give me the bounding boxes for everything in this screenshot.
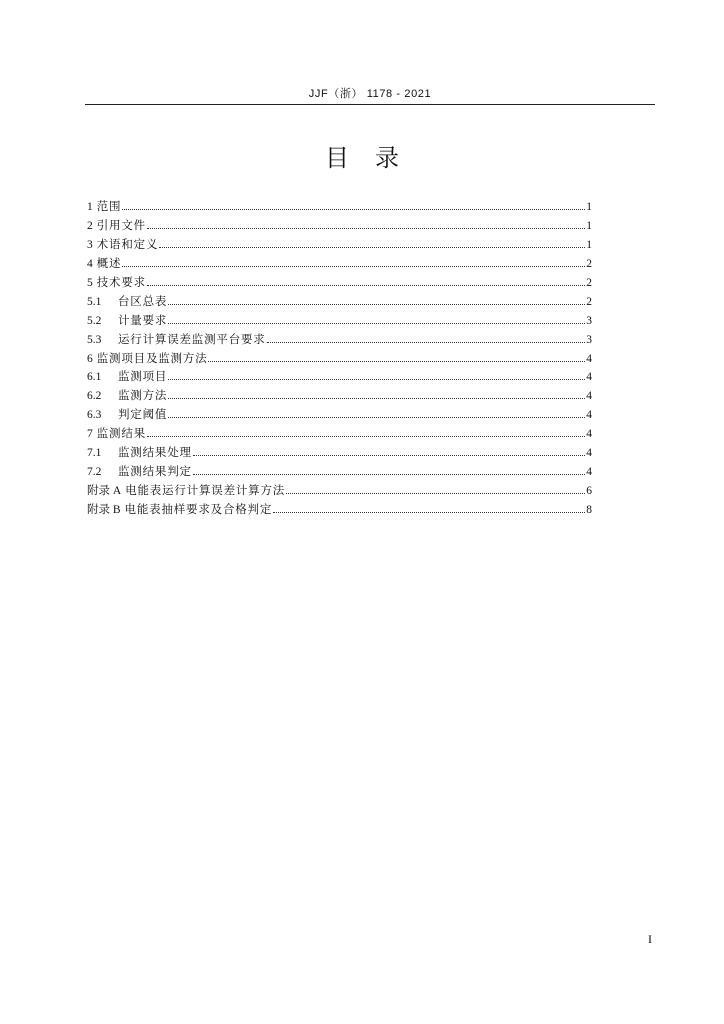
toc-entry-number: 3 [87,238,93,251]
toc-entry-page: 3 [586,333,592,346]
toc-entry-page: 8 [586,504,592,516]
toc-entry-number: 1 [87,201,93,213]
toc-entry-number: 7.1 [87,447,102,460]
toc-entry [87,274,592,293]
toc-entry-page: 1 [586,201,592,213]
toc-entry-number: 7 [87,428,93,441]
toc-entry-page: 4 [586,409,592,422]
toc-entry [87,463,592,482]
toc-entry-number: 5.2 [87,314,102,327]
toc-entry-label: 监测结果处理 [118,447,192,460]
toc-entry [87,198,592,217]
toc-dot-leader [159,247,585,248]
toc-entry-page: 4 [586,466,592,479]
toc-entry-page: 2 [586,257,592,270]
toc-entry-label: 监测方法 [118,390,168,403]
header-rule [85,104,655,105]
toc-entry [87,255,592,274]
toc-entry-label: 引用文件 [96,219,146,232]
toc-entry-label: 台区总表 [118,295,168,308]
toc-entry-label: 电能表运行计算误差计算方法 [125,485,286,498]
running-header: JJF（浙） 1178 - 2021 [308,88,432,100]
toc-dot-leader [168,304,585,305]
toc-dot-leader [208,361,585,362]
toc-list [87,198,592,520]
toc-entry-number: 4 [87,257,93,270]
toc-entry [87,312,592,331]
toc-entry-label: 监测项目及监测方法 [96,352,208,365]
toc-dot-leader [286,493,585,494]
toc-entry [87,350,592,369]
toc-entry-number: 附录 B [87,504,121,516]
toc-entry-page: 4 [586,390,592,403]
toc-entry-number: 6.2 [87,390,102,403]
toc-entry [87,293,592,312]
toc-entry-label: 监测结果判定 [118,466,192,479]
toc-entry-number: 6.1 [87,371,102,384]
toc-entry-label: 运行计算误差监测平台要求 [118,333,266,346]
toc-entry-page: 4 [586,352,592,365]
toc-entry [87,236,592,255]
toc-entry-number: 附录 A [87,485,122,498]
toc-title: 目 录 [325,146,409,172]
toc-entry-page: 4 [586,428,592,441]
toc-entry [87,331,592,350]
toc-entry-number: 5.3 [87,333,102,346]
toc-dot-leader [147,436,585,437]
toc-dot-leader [193,455,585,456]
toc-entry-page: 4 [586,371,592,384]
toc-dot-leader [193,474,585,475]
toc-dot-leader [168,398,585,399]
toc-entry-number: 5 [87,276,93,289]
toc-entry-page: 3 [586,314,592,327]
toc-entry [87,444,592,463]
toc-entry [87,501,592,520]
toc-entry-number: 2 [87,219,93,232]
toc-entry-label: 范围 [96,201,122,213]
toc-dot-leader [168,379,585,380]
toc-entry-label: 监测项目 [118,371,168,384]
toc-entry-label: 判定阈值 [118,409,168,422]
toc-entry [87,406,592,425]
toc-entry-number: 5.1 [87,295,102,308]
toc-entry-page: 4 [586,447,592,460]
toc-entry-page: 1 [586,219,592,232]
toc-dot-leader [147,228,585,229]
page-number: I [648,932,652,946]
toc-dot-leader [273,512,585,513]
toc-dot-leader [122,209,585,210]
toc-entry-label: 计量要求 [118,314,168,327]
toc-entry-number: 6 [87,352,93,365]
toc-entry-label: 术语和定义 [96,238,159,251]
toc-entry-number: 7.2 [87,466,102,479]
toc-dot-leader [122,266,585,267]
toc-entry-page: 2 [586,295,592,308]
toc-entry [87,482,592,501]
toc-entry-label: 技术要求 [96,276,146,289]
toc-dot-leader [168,417,585,418]
toc-entry [87,217,592,236]
toc-entry [87,425,592,444]
toc-entry-page: 6 [586,485,592,498]
toc-dot-leader [147,285,585,286]
toc-entry [87,368,592,387]
toc-entry-page: 2 [586,276,592,289]
toc-dot-leader [267,342,586,343]
toc-entry [87,387,592,406]
toc-entry-label: 电能表抽样要求及合格判定 [124,504,273,516]
toc-entry-number: 6.3 [87,409,102,422]
toc-dot-leader [168,323,585,324]
toc-entry-label: 监测结果 [96,428,146,441]
toc-entry-page: 1 [586,238,592,251]
toc-entry-label: 概述 [96,257,122,270]
